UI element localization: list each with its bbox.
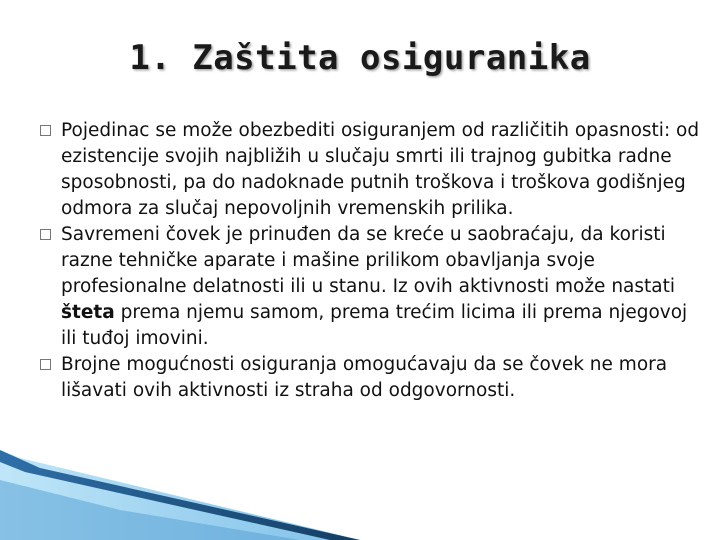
bullet-paragraph-2 (40, 222, 700, 352)
slide-body (40, 118, 700, 404)
square-bullet-icon (40, 359, 51, 370)
bullet-text-2-bold: šteta (61, 302, 115, 323)
bullet-paragraph-1 (40, 118, 700, 222)
bullet-text-2-before: Savremeni čovek je prinuđen da se kreće u saobraćaju, da koristi razne tehničke aparate i mašine prilikom obavljanja svoje profesionalne delatnosti ili u stanu. Iz ovih aktivnosti može nastati (61, 224, 676, 297)
bullet-text-2-after: prema njemu samom, prema trećim licima ili prema njegovoj ili tuđoj imovini. (61, 302, 688, 349)
decorative-wave-shape (0, 450, 360, 540)
bullet-paragraph-3 (40, 352, 700, 404)
square-bullet-icon (40, 229, 51, 240)
bullet-text-1: Pojedinac se može obezbediti osiguranjem od različitih opasnosti: od ezistencije svojih najbližih u slučaju smrti ili trajnog gubitka radne sposobnosti, pa do nadoknade putnih troškova i troškova godišnjeg odmora za slučaj nepovoljnih vremenskih prilika. (61, 120, 700, 219)
bullet-text-3: Brojne mogućnosti osiguranja omogućavaju da se čovek ne mora lišavati ovih aktivnosti iz straha od odgovornosti. (61, 354, 668, 401)
square-bullet-icon (40, 125, 51, 136)
slide-title: 1. Zaštita osiguranika (129, 38, 591, 78)
